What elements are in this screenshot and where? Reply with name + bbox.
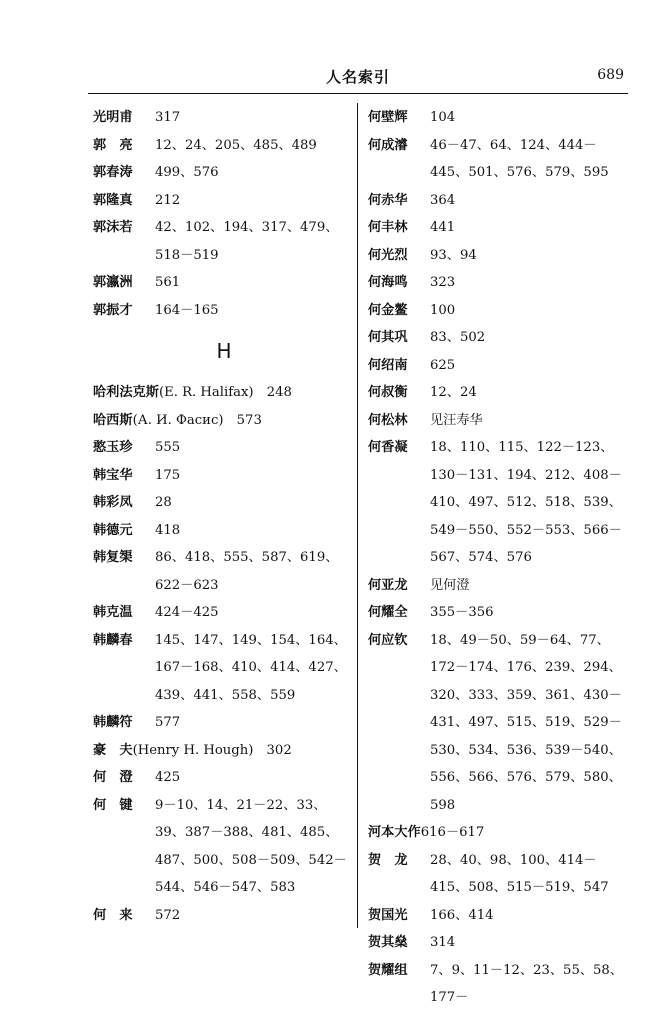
index-entry: [93, 462, 355, 490]
index-entry-inline: [93, 737, 355, 765]
index-entry: [93, 544, 355, 599]
index-entry: [93, 214, 355, 269]
entry-name: 郭春涛: [93, 165, 133, 180]
entry-name: 何金鳌: [368, 302, 408, 318]
entry-name: 哈利法克斯: [93, 385, 159, 400]
entry-name: 何其巩: [368, 330, 408, 345]
index-entry: [368, 104, 633, 132]
index-entry: [368, 599, 633, 627]
column-divider: [357, 103, 358, 928]
entry-name: 贺国光: [368, 907, 408, 923]
entry-name: 何应钦: [368, 632, 408, 648]
entry-name: 光明甫: [93, 110, 133, 125]
index-entry: [368, 269, 633, 297]
index-entry: [368, 324, 633, 352]
entry-page-refs: 12、24、205、485、489: [155, 137, 317, 153]
entry-page-refs: 86、418、555、587、619、622－623: [155, 550, 339, 593]
entry-page-refs: 175: [155, 467, 181, 483]
entry-name: 韩麟春: [93, 632, 133, 648]
entry-name: 何耀全: [368, 605, 408, 620]
index-entry: [368, 379, 633, 407]
entry-page-refs: 83、502: [430, 330, 486, 345]
entry-page-refs: 499、576: [155, 165, 219, 180]
entry-page-refs: 441: [430, 220, 456, 235]
index-entry: [93, 187, 355, 215]
entry-page-refs: 625: [430, 357, 456, 373]
entry-page-refs: (E. R. Halifax) 248: [158, 385, 292, 400]
entry-name: 韩复榘: [93, 550, 133, 565]
entry-page-refs: 9－10、14、21－22、33、39、387－388、481、485、487、500、508－509、542－544、546－547、583: [155, 797, 347, 895]
page-header: [88, 64, 628, 90]
entry-name: 何光烈: [368, 247, 408, 263]
index-entry: [93, 132, 355, 160]
entry-page-refs: (А. И. Фасис) 573: [132, 412, 262, 428]
header-title: 人名索引: [325, 68, 390, 86]
index-entry: [93, 517, 355, 545]
entry-name: 韩克温: [93, 605, 133, 620]
index-entry: [93, 104, 355, 132]
index-entry-inline: [368, 819, 633, 847]
entry-name: 憨玉珍: [93, 440, 133, 455]
entry-page-refs: 28: [155, 495, 172, 510]
entry-page-refs: 104: [430, 110, 456, 125]
entry-name: 河本大作: [368, 825, 421, 840]
index-entry: [93, 269, 355, 297]
entry-page-refs: 364: [430, 192, 456, 208]
entry-name: 贺其燊: [368, 935, 408, 950]
entry-page-refs: 212: [155, 192, 181, 208]
entry-page-refs: 425: [155, 770, 181, 785]
page-number: 689: [597, 67, 624, 83]
entry-name: 豪 夫: [93, 742, 133, 758]
entry-name: 何亚龙: [368, 577, 408, 593]
entry-name: 何赤华: [368, 192, 408, 208]
entry-name: 何海鸣: [368, 275, 408, 290]
entry-page-refs: 42、102、194、317、479、518－519: [155, 220, 339, 263]
entry-page-refs: 见汪寿华: [430, 412, 483, 428]
entry-page-refs: 12、24: [430, 385, 477, 400]
entry-page-refs: 317: [155, 110, 181, 125]
index-entry: [93, 434, 355, 462]
index-entry: [93, 792, 355, 902]
entry-page-refs: (Henry H. Hough) 302: [132, 742, 292, 758]
entry-page-refs: 355－356: [430, 605, 494, 620]
entry-name: 郭 亮: [93, 137, 133, 153]
entry-page-refs: 164－165: [155, 302, 219, 318]
index-entry: [93, 627, 355, 710]
index-entry: [93, 489, 355, 517]
index-entry: [93, 297, 355, 325]
entry-page-refs: 166、414: [430, 907, 494, 923]
index-entry: [368, 407, 633, 435]
entry-page-refs: 418: [155, 522, 181, 538]
entry-name: 郭瀛洲: [93, 275, 133, 290]
entry-name: 哈西斯: [93, 412, 133, 428]
entry-name: 何松林: [368, 412, 408, 428]
entry-name: 韩宝华: [93, 467, 133, 483]
entry-name: 韩德元: [93, 522, 133, 538]
entry-page-refs: 323: [430, 275, 456, 290]
entry-page-refs: 616－617: [420, 825, 485, 840]
entry-page-refs: 28、40、98、100、414－415、508、515－519、547: [430, 852, 609, 895]
index-entry: [368, 929, 633, 957]
index-entry: [368, 297, 633, 325]
entry-name: 郭隆真: [93, 192, 133, 208]
index-entry: [368, 214, 633, 242]
entry-page-refs: 93、94: [430, 247, 477, 263]
index-entry: [93, 709, 355, 737]
index-entry: [368, 847, 633, 902]
entry-page-refs: 572: [155, 907, 181, 923]
entry-page-refs: 100: [430, 302, 456, 318]
index-entry: [93, 599, 355, 627]
entry-name: 何叔衡: [368, 385, 408, 400]
left-column: [93, 104, 355, 929]
entry-page-refs: 577: [155, 715, 181, 730]
entry-name: 何 澄: [93, 770, 133, 785]
entry-name: 郭振才: [93, 302, 133, 318]
index-entry: [93, 902, 355, 930]
right-column: [368, 104, 633, 1012]
entry-name: 韩彩凤: [93, 495, 133, 510]
entry-page-refs: 18、49－50、59－64、77、172－174、176、239、294、320、333、359、361、430－431、497、515、519、529－530、534、536、539－540、556、566、576、579、580、598: [430, 632, 622, 813]
entry-page-refs: 314: [430, 935, 456, 950]
entry-name: 何丰林: [368, 220, 408, 235]
index-entry: [368, 434, 633, 572]
header-rule: [88, 93, 628, 94]
entry-page-refs: 424－425: [155, 605, 219, 620]
entry-name: 郭沫若: [93, 220, 133, 235]
entry-name: 贺 龙: [368, 852, 408, 868]
index-entry: [368, 242, 633, 270]
index-entry: [368, 187, 633, 215]
index-entry-inline: [93, 407, 355, 435]
entry-page-refs: 555: [155, 440, 181, 455]
index-entry: [93, 764, 355, 792]
index-entry: [368, 132, 633, 187]
index-entry: [368, 352, 633, 380]
entry-name: 贺耀组: [368, 962, 408, 978]
entry-name: 何成濬: [368, 137, 408, 153]
entry-name: 何绍南: [368, 357, 408, 373]
entry-page-refs: 46－47、64、124、444－445、501、576、579、595: [430, 137, 609, 180]
entry-page-refs: 见何澄: [430, 577, 470, 593]
index-entry: [368, 902, 633, 930]
index-entry: [368, 627, 633, 820]
entry-name: 韩麟符: [93, 715, 133, 730]
entry-page-refs: 561: [155, 275, 181, 290]
index-entry-inline: [93, 379, 355, 407]
section-letter: H: [216, 339, 232, 363]
entry-name: 何壁辉: [368, 110, 408, 125]
entry-page-refs: 145、147、149、154、164、167－168、410、414、427、439、441、558、559: [155, 632, 347, 703]
index-entry: [368, 957, 633, 1012]
entry-page-refs: 18、110、115、122－123、130－131、194、212、408－410、497、512、518、539、549－550、552－553、566－567、574、576: [430, 440, 622, 565]
entry-page-refs: 7、9、11－12、23、55、58、177－: [430, 962, 623, 1005]
entry-name: 何香凝: [368, 440, 408, 455]
entry-name: 何 来: [93, 907, 133, 923]
entry-name: 何 键: [93, 797, 133, 813]
index-entry: [93, 159, 355, 187]
index-entry: [368, 572, 633, 600]
